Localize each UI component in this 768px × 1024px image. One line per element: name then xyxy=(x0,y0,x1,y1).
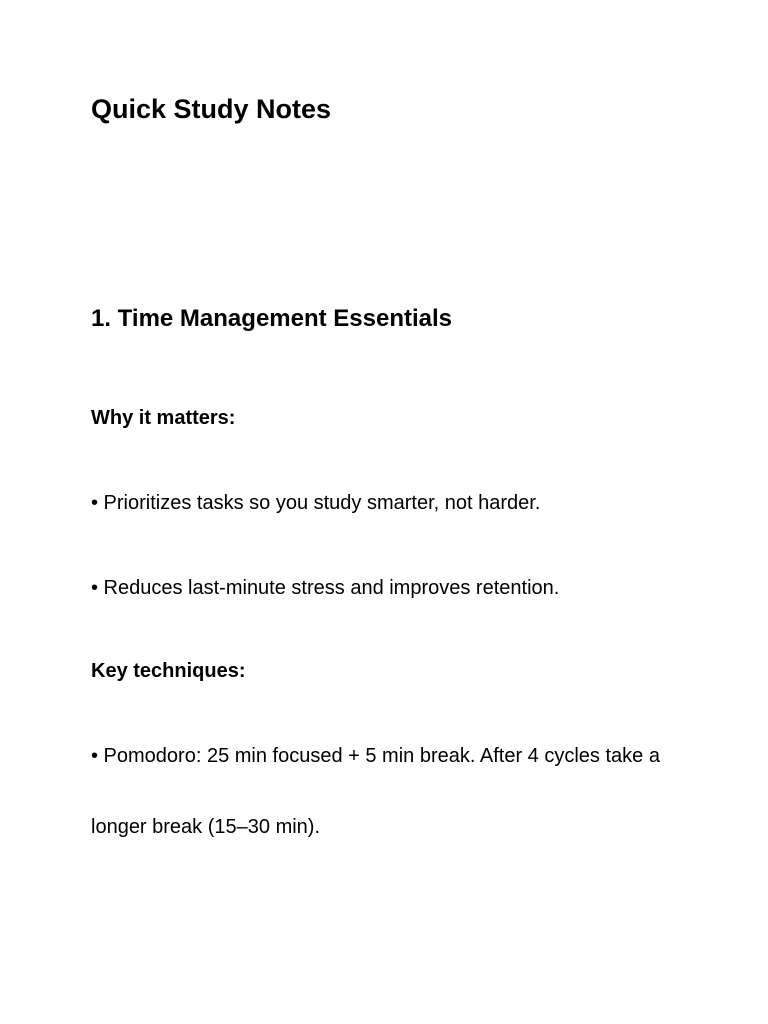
section-heading-time-management: 1. Time Management Essentials xyxy=(91,305,453,332)
bullet-item-pomodoro-continued: longer break (15–30 min). xyxy=(91,816,321,838)
bullet-item-prioritizes: • Prioritizes tasks so you study smarter, not harder. xyxy=(91,492,541,514)
page-title: Quick Study Notes xyxy=(91,94,332,124)
bullet-item-pomodoro: • Pomodoro: 25 min focused + 5 min break. After 4 cycles take a xyxy=(91,745,660,767)
why-it-matters-label: Why it matters: xyxy=(91,407,236,429)
bullet-item-reduces-stress: • Reduces last-minute stress and improves retention. xyxy=(91,577,560,599)
key-techniques-label: Key techniques: xyxy=(91,660,246,682)
